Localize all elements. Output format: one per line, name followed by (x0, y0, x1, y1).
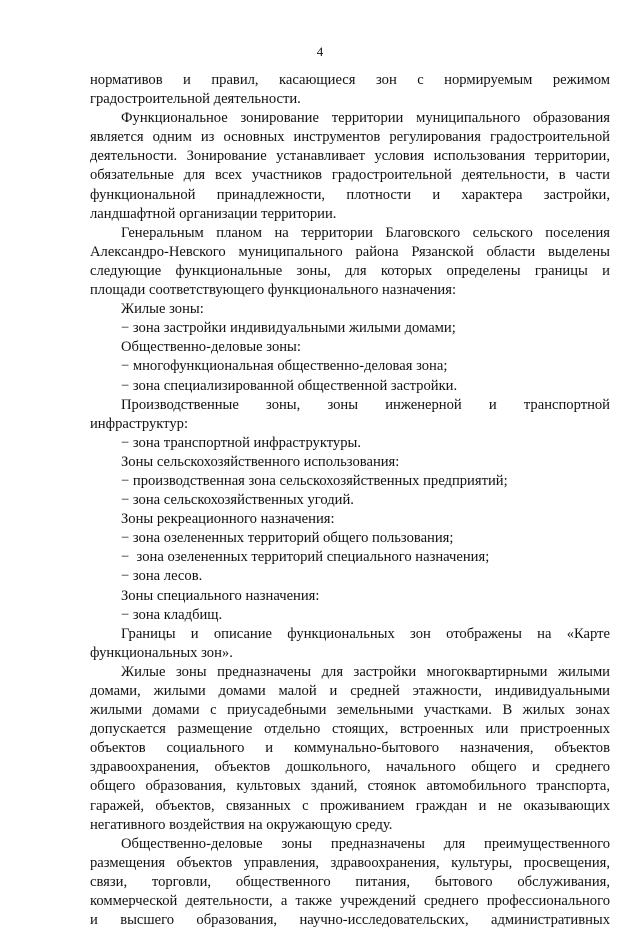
page-number: 4 (316, 44, 324, 59)
text-line: Границы и описание функциональных зон отображены на «Карте (121, 625, 610, 642)
text-line: Александро-Невского муниципального района Рязанской области выделены (90, 243, 610, 260)
document-body (90, 71, 610, 930)
text-line: деятельности. Зонирование устанавливает условия использования территории, (90, 148, 610, 165)
text-line: инфраструктур: (90, 415, 189, 432)
text-line: объектов социального и коммунально-бытового назначения, объектов (90, 740, 610, 757)
text-line: Производственные зоны, зоны инженерной и транспортной (121, 396, 610, 413)
text-line: градостроительной деятельности. (90, 91, 301, 108)
text-line: жилыми домами с приусадебными земельными участками. В жилых зонах (90, 702, 610, 719)
text-line: − зона транспортной инфраструктуры. (121, 434, 361, 451)
text-line: негативного воздействия на окружающую среду. (90, 816, 393, 833)
text-line: Общественно-деловые зоны: (121, 339, 301, 356)
text-line: − многофункциональная общественно-деловая зона; (121, 358, 448, 375)
text-line: − зона лесов. (121, 568, 203, 585)
text-line: является одним из основных инструментов регулирования градостроительной (90, 129, 610, 146)
text-line: − зона озелененных территорий специального назначения; (121, 549, 490, 566)
text-line: Зоны специального назначения: (121, 587, 320, 604)
text-line: Функциональное зонирование территории муниципального образования (121, 110, 610, 127)
text-line: следующие функциональные зоны, для которых определены границы и (90, 262, 610, 279)
text-line: ландшафтной организации территории. (90, 205, 337, 222)
text-line: − зона озелененных территорий общего пользования; (121, 530, 454, 547)
text-line: Жилые зоны предназначены для застройки многоквартирными жилыми (121, 663, 610, 680)
text-line: Зоны сельскохозяйственного использования: (121, 453, 400, 470)
text-line: здравоохранения, объектов дошкольного, начального общего и среднего (90, 759, 610, 776)
text-line: домами, жилыми домами малой и средней этажности, индивидуальными (90, 683, 610, 699)
text-line: Жилые зоны: (121, 301, 204, 318)
text-line: и высшего образования, научно-исследовательских, административных (90, 912, 610, 929)
text-line: − зона кладбищ. (121, 606, 223, 623)
text-line: размещения объектов управления, здравоохранения, культуры, просвещения, (90, 854, 610, 871)
text-line: Общественно-деловые зоны предназначены для преимущественного (121, 835, 610, 852)
text-line: − производственная зона сельскохозяйственных предприятий; (121, 472, 508, 489)
text-line: обязательные для всех участников градостроительной деятельности, в части (90, 167, 610, 184)
text-line: функциональной принадлежности, плотности и характера застройки, (90, 186, 610, 203)
text-line: − зона специализированной общественной застройки. (121, 377, 458, 394)
text-line: общего образования, культовых зданий, стоянок автомобильного транспорта, (90, 778, 610, 795)
text-line: гаражей, объектов, связанных с проживанием граждан и не оказывающих (90, 797, 610, 814)
text-line: связи, торговли, общественного питания, бытового обслуживания, (90, 873, 610, 890)
text-line: допускается размещение отдельно стоящих, встроенных или пристроенных (90, 721, 610, 738)
text-line: функциональных зон». (90, 644, 233, 661)
text-line: площади соответствующего функционального назначения: (90, 282, 457, 299)
text-line: Зоны рекреационного назначения: (121, 511, 335, 528)
text-line: коммерческой деятельности, а также учреждений среднего профессионального (90, 893, 610, 910)
text-line: − зона застройки индивидуальными жилыми домами; (121, 320, 456, 337)
text-line: нормативов и правил, касающиеся зон с нормируемым режимом (90, 72, 610, 88)
text-line: Генеральным планом на территории Благовского сельского поселения (121, 224, 610, 241)
text-line: − зона сельскохозяйственных угодий. (121, 492, 354, 509)
